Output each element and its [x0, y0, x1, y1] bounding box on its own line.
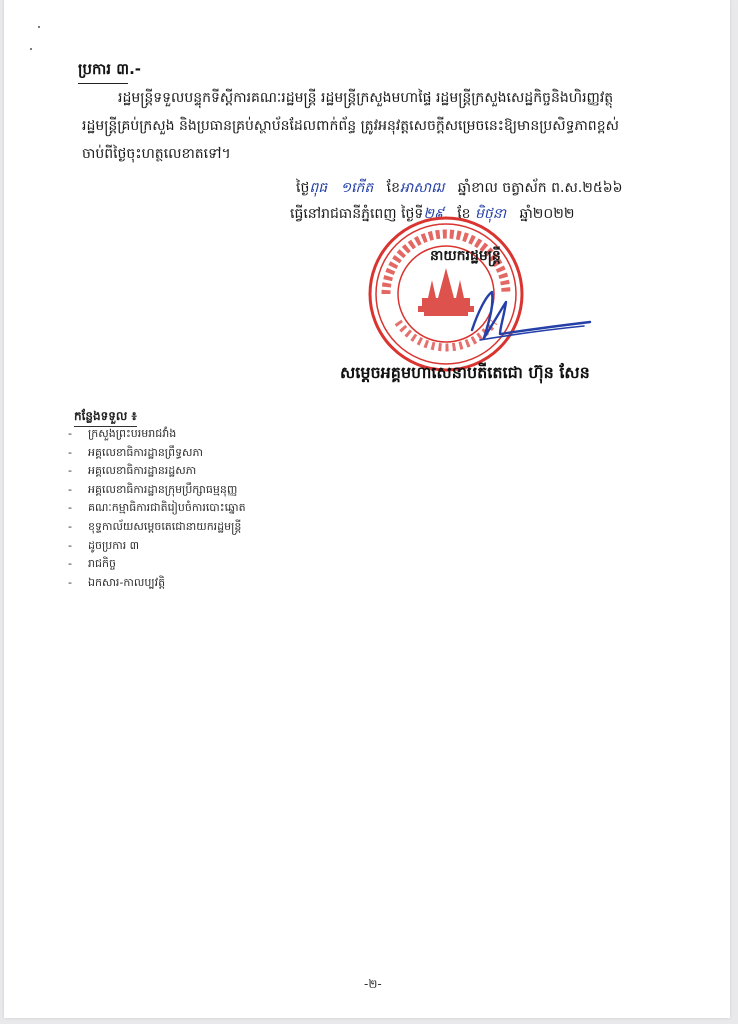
paper-speck	[38, 26, 40, 28]
list-item: - ដូចប្រការ ៣	[68, 538, 140, 552]
handwritten-signature-icon	[444, 282, 594, 354]
document-page	[4, 0, 730, 1018]
handwritten-waxing: ១កើត	[340, 180, 374, 196]
body-line-1: រដ្ឋមន្ត្រីទទួលបន្ទុកទីស្តីការគណៈរដ្ឋមន្ត្រី រដ្ឋមន្ត្រីក្រសួងមហាផ្ទៃ រដ្ឋមន្ត្រីក្រសួងសេដ្ឋកិច្ចនិងហិរញ្ញវត្ថុ	[118, 90, 614, 106]
body-line-3: ចាប់ពីថ្ងៃចុះហត្ថលេខាតទៅ។	[82, 146, 231, 162]
paper-speck	[30, 48, 32, 50]
lunar-date-line: ថ្ងៃពុធ ១កើត ខែអាសាឍ ឆ្នាំខាល ចត្វាស័ក ព.ស.២៥៦៦	[296, 180, 623, 196]
recipients-list	[68, 425, 246, 592]
handwritten-day: ពុធ	[309, 180, 328, 196]
place-date-line: ធ្វើនៅរាជធានីភ្នំពេញ ថ្ងៃទី២៩ ខែ មិថុនា ឆ្នាំ២០២២	[290, 206, 575, 222]
list-item: - ខុទ្ទកាល័យសម្តេចតេជោនាយករដ្ឋមន្ត្រី	[68, 519, 242, 533]
list-item: - អគ្គលេខាធិការដ្ឋានក្រុមប្រឹក្សាធម្មនុញ្ញ	[68, 482, 238, 496]
page-number: -២-	[364, 977, 382, 991]
handwritten-month-name: មិថុនា	[474, 206, 507, 222]
list-item: - ឯកសារ-កាលប្បវត្តិ	[68, 575, 166, 589]
prime-minister-title: នាយករដ្ឋមន្ត្រី	[430, 248, 501, 264]
article-body	[82, 84, 672, 168]
list-item: - អគ្គលេខាធិការដ្ឋានរដ្ឋសភា	[68, 464, 197, 478]
handwritten-day-number: ២៩	[423, 206, 444, 222]
list-item: - ក្រសួងព្រះបរមរាជវាំង	[68, 427, 177, 440]
body-line-2: រដ្ឋមន្ត្រីគ្រប់ក្រសួង និងប្រធានគ្រប់ស្ថាប័នដែលពាក់ព័ន្ធ ត្រូវអនុវត្តសេចក្តីសម្រេចនេះឱ្យមានប្រសិទ្ធភាពខ្ពស់	[82, 118, 619, 134]
recipients-heading: កន្លែងទទួល ៖	[74, 408, 137, 426]
handwritten-month: អាសាឍ	[400, 180, 445, 196]
signer-name: សម្តេចអគ្គមហាសេនាបតីតេជោ ហ៊ុន សែន	[340, 363, 590, 382]
list-item: - រាជកិច្ច	[68, 557, 116, 571]
list-item: - អគ្គលេខាធិការដ្ឋានព្រឹទ្ធសភា	[68, 445, 203, 459]
article-heading: ប្រការ ៣.-	[78, 60, 141, 78]
list-item: - គណៈកម្មាធិការជាតិរៀបចំការបោះឆ្នោត	[68, 501, 246, 515]
